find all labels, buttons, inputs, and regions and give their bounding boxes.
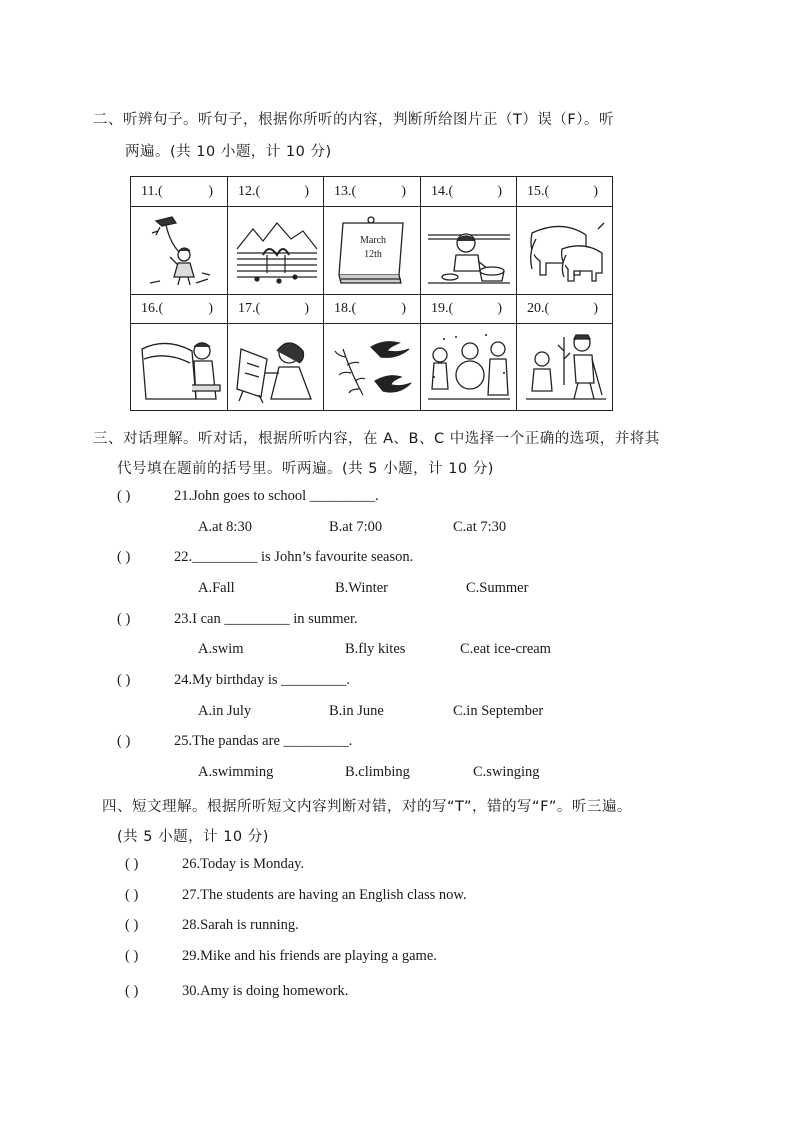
- answer-paren-27[interactable]: ( ): [125, 887, 139, 903]
- grid-label-14: 14.( ): [421, 177, 517, 207]
- grid-label-17: 17.( ): [228, 295, 324, 324]
- question-21: 21.John goes to school _________.: [174, 488, 379, 504]
- option-22c: C.Summer: [466, 580, 529, 596]
- statement-26: 26.Today is Monday.: [182, 856, 305, 872]
- answer-paren-24[interactable]: ( ): [117, 672, 131, 688]
- grid-label-18: 18.( ): [324, 295, 421, 324]
- grid-label-13: 13.( ): [324, 177, 421, 207]
- option-21b: B.at 7:00: [329, 519, 383, 535]
- option-22a: A.Fall: [198, 580, 235, 596]
- question-25: 25.The pandas are _________.: [174, 733, 353, 749]
- section2-heading: 二、听辨句子。听句子，根据你所听的内容，判断所给图片正（T）误（F）。听: [93, 112, 614, 128]
- answer-paren-29[interactable]: ( ): [125, 948, 139, 964]
- statement-27: 27.The students are having an English class now.: [182, 887, 467, 903]
- section3-subheading: 代号填在题前的括号里。听两遍。(共 5 小题，计 10 分): [117, 461, 494, 477]
- answer-paren-28[interactable]: ( ): [125, 917, 139, 933]
- painting-girl-icon: [228, 324, 324, 410]
- option-24a: A.in July: [198, 703, 252, 719]
- option-25a: A.swimming: [198, 764, 274, 780]
- calendar-day-text: 12th: [364, 248, 382, 260]
- answer-paren-26[interactable]: ( ): [125, 856, 139, 872]
- option-21a: A.at 8:30: [198, 519, 252, 535]
- boy-cooking-icon: [421, 207, 517, 295]
- section4-subheading: (共 5 小题，计 10 分): [117, 829, 269, 845]
- statement-30: 30.Amy is doing homework.: [182, 983, 349, 999]
- statement-28: 28.Sarah is running.: [182, 917, 299, 933]
- reading-boy-icon: [131, 324, 228, 410]
- option-23a: A.swim: [198, 641, 244, 657]
- kite-girl-icon: [131, 207, 228, 295]
- option-22b: B.Winter: [335, 580, 388, 596]
- option-23c: C.eat ice-cream: [460, 641, 551, 657]
- answer-paren-30[interactable]: ( ): [125, 983, 139, 999]
- option-25b: B.climbing: [345, 764, 410, 780]
- section2-subheading: 两遍。(共 10 小题，计 10 分): [125, 144, 332, 160]
- grid-label-15: 15.( ): [517, 177, 612, 207]
- answer-paren-25[interactable]: ( ): [117, 733, 131, 749]
- option-25c: C.swinging: [473, 764, 540, 780]
- section3-heading: 三、对话理解。听对话，根据所听内容，在 A、B、C 中选择一个正确的选项，并将其: [93, 431, 660, 447]
- grid-label-19: 19.( ): [421, 295, 517, 324]
- calendar-icon: [324, 207, 421, 295]
- answer-paren-22[interactable]: ( ): [117, 549, 131, 565]
- park-scene-icon: [228, 207, 324, 295]
- grid-label-11: 11.( ): [131, 177, 228, 207]
- elephants-icon: [517, 207, 612, 295]
- question-23: 23.I can _________ in summer.: [174, 611, 358, 627]
- grid-label-16: 16.( ): [131, 295, 228, 324]
- option-24b: B.in June: [329, 703, 384, 719]
- grid-label-12: 12.( ): [228, 177, 324, 207]
- calendar-month-text: March: [359, 234, 387, 246]
- option-23b: B.fly kites: [345, 641, 406, 657]
- picture-grid: [130, 176, 613, 411]
- grid-label-20: 20.( ): [517, 295, 612, 324]
- answer-paren-23[interactable]: ( ): [117, 611, 131, 627]
- section4-heading: 四、短文理解。根据所听短文内容判断对错，对的写“T”，错的写“F”。听三遍。: [102, 799, 632, 815]
- question-22: 22._________ is John’s favourite season.: [174, 549, 414, 565]
- option-24c: C.in September: [453, 703, 544, 719]
- statement-29: 29.Mike and his friends are playing a game.: [182, 948, 437, 964]
- planting-trees-icon: [517, 324, 612, 410]
- snowman-icon: [421, 324, 517, 410]
- swallows-icon: [324, 324, 421, 410]
- option-21c: C.at 7:30: [453, 519, 507, 535]
- question-24: 24.My birthday is _________.: [174, 672, 351, 688]
- answer-paren-21[interactable]: ( ): [117, 488, 131, 504]
